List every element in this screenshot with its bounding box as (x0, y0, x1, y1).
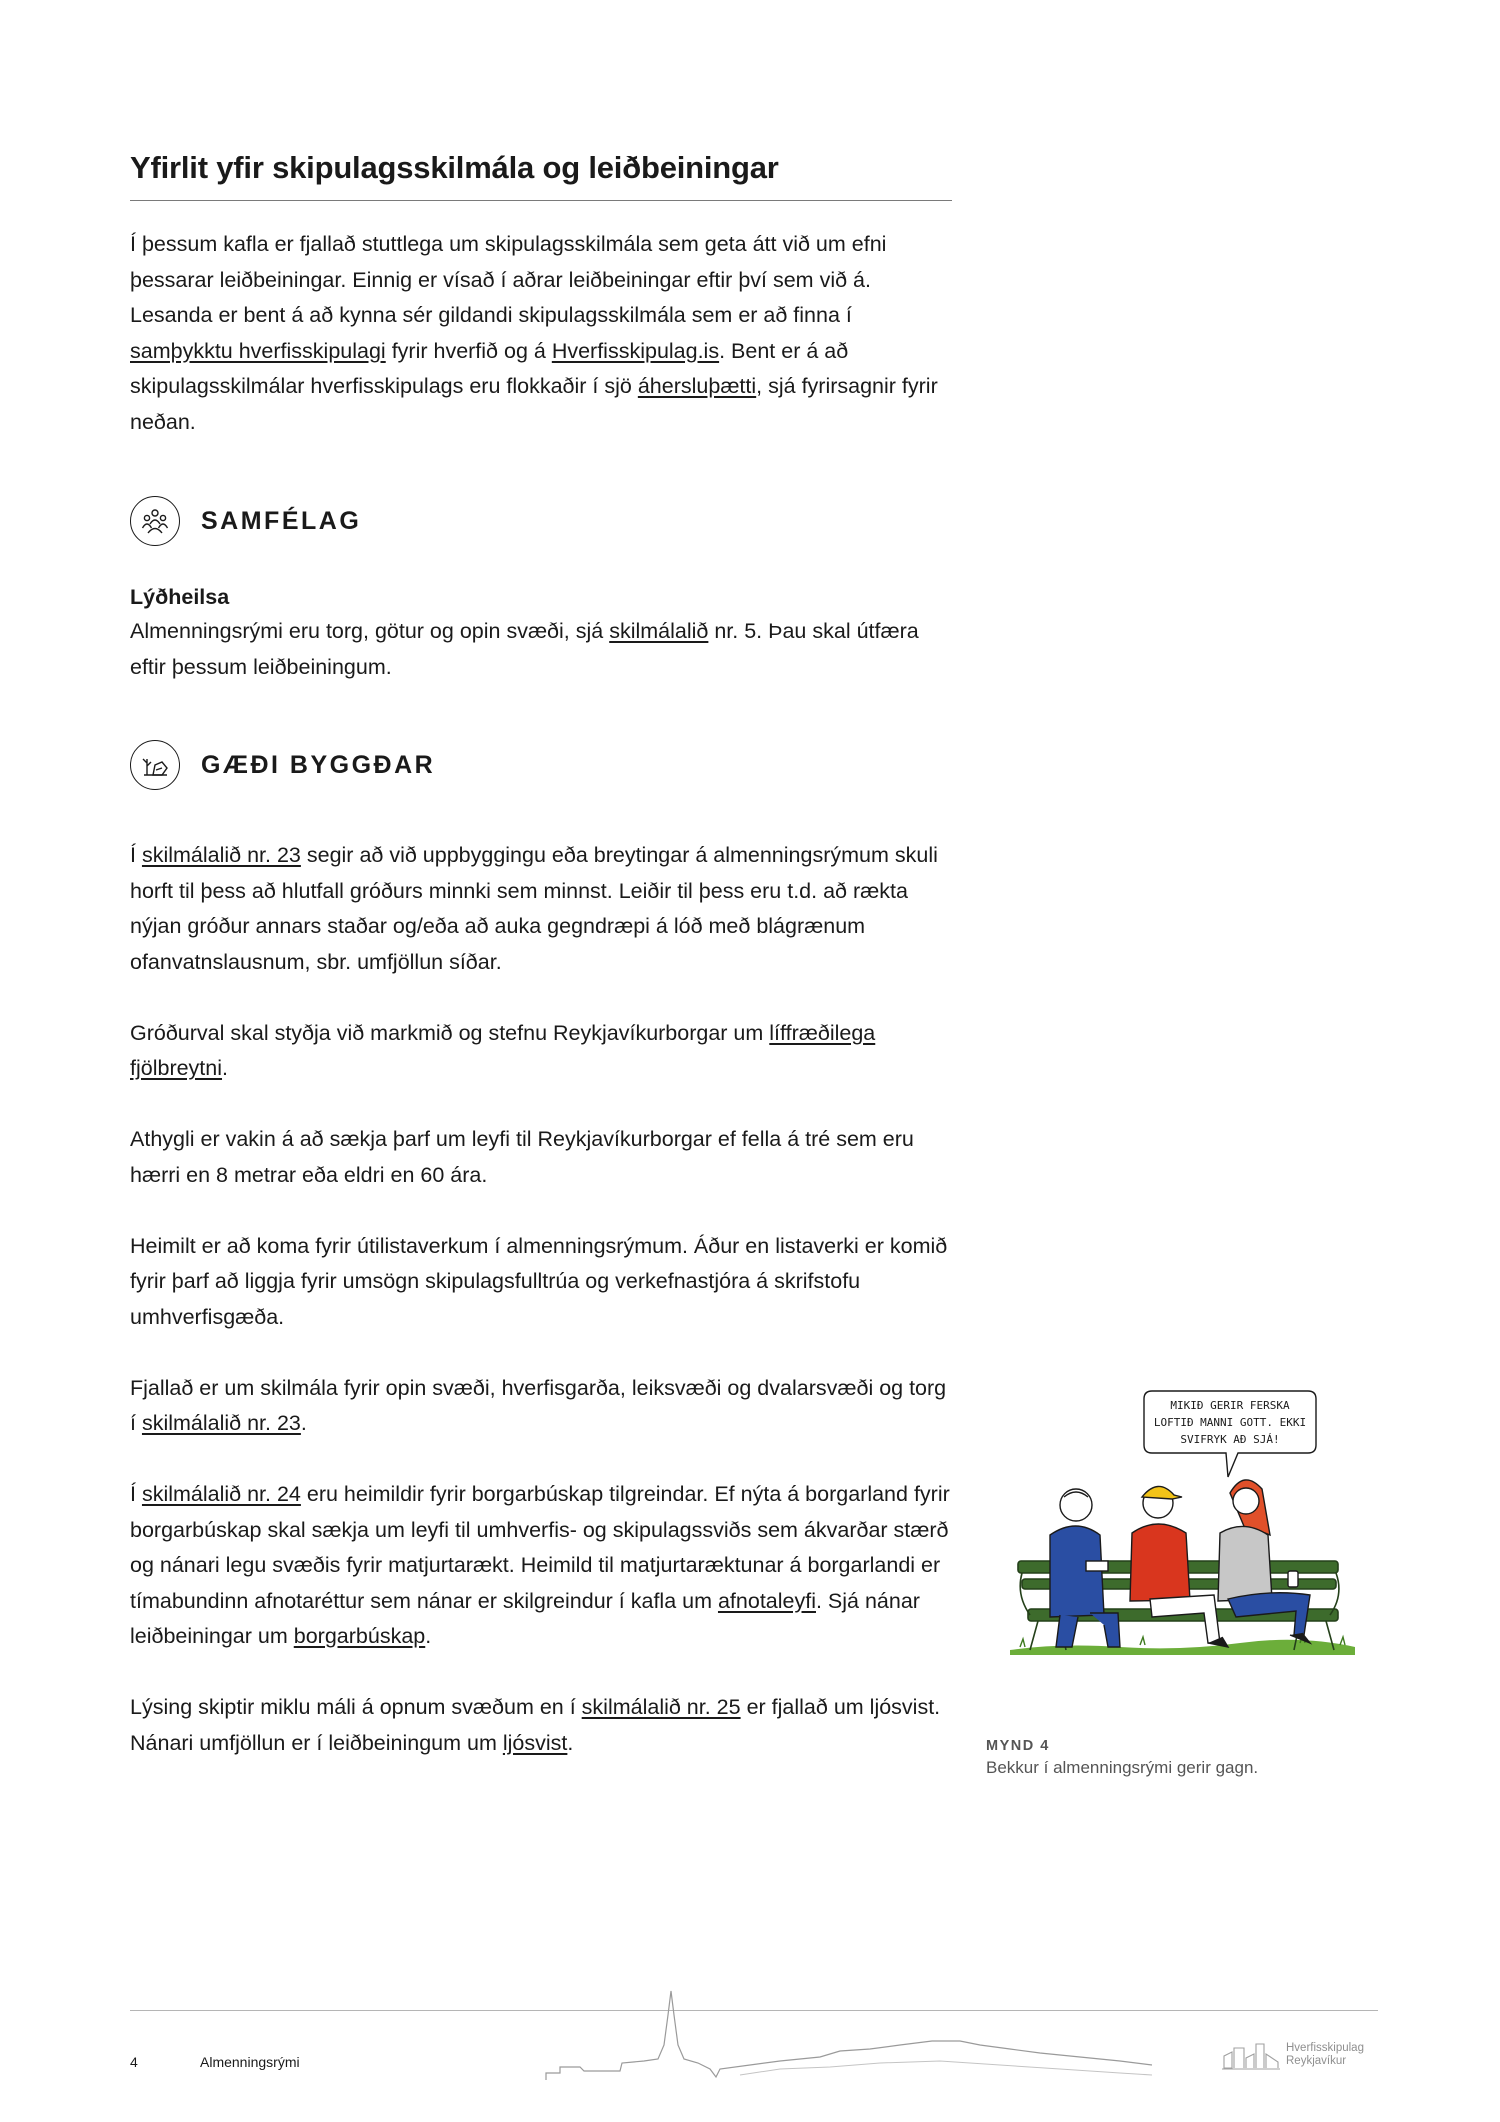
paragraph-trees: Athygli er vakin á að sækja þarf um leyfi til Reykjavíkurborgar ef fella á tré sem eru hærri en 8 metrar eða eldri en 60 ára. (130, 1127, 914, 1187)
link-borgarbuskap[interactable]: borgarbúskap (293, 1624, 426, 1648)
paragraph-vegetation: Í skilmálalið nr. 23 segir að við uppbyggingu eða breytingar á almenningsrýmum skuli horft til þess að hlutfall gróðurs minnki sem minnst. Leiðir til þess eru t.d. að rækta nýjan gróður annars staðar og/eða að auka gegndræpi á lóð með blágrænum ofanvatnslausnum, sbr. umfjöllun síðar. (130, 843, 938, 974)
logo-line-1: Hverfisskipulag (1286, 2042, 1364, 2054)
city-skyline-icon (540, 1985, 1160, 2085)
section-gaedi-byggdar-header (130, 740, 952, 790)
people-group-icon (130, 496, 180, 546)
section-title-gaedi-byggdar: GÆÐI BYGGÐAR (201, 750, 436, 779)
link-approved-district-plan[interactable]: samþykktu hverfisskipulagi (130, 338, 386, 363)
figure-caption (986, 1738, 1258, 1778)
figure-caption-text: Bekkur í almenningsrými gerir gagn. (986, 1758, 1259, 1777)
paragraph-lighting: Lýsing skiptir miklu máli á opnum svæðum en í skilmálalið nr. 25 er fjallað um ljósvist. Nánari umfjöllun er í leiðbeiningum um ljósvist. (130, 1695, 941, 1755)
section-samfelag-header (130, 496, 952, 546)
logo-line-2: Reykjavíkur (1286, 2055, 1347, 2067)
bench-illustration (1000, 1385, 1370, 1695)
page-number: 4 (130, 2054, 138, 2070)
link-skilmalalid-23[interactable]: skilmálalið nr. 23 (141, 843, 301, 867)
speech-bubble (1144, 1391, 1316, 1477)
subheading-lydheilsa: Lýðheilsa (130, 585, 230, 609)
intro-paragraph: Í þessum kafla er fjallað stuttlega um skipulagsskilmála sem geta átt við um efni þessarar leiðbeiningar. Einnig er vísað í aðrar leiðbeiningar eftir því sem við á. Lesanda er bent á að kynna sér gildandi skipulagsskilmála sem er að finna í samþykktu hverfisskipulagi fyrir hverfið og á Hverfisskipulag.is. Bent er á að skipulagsskilmálar hverfisskipulags eru flokkaðir í sjö áhersluþætti, sjá fyrirsagnir fyrir neðan. (130, 232, 938, 434)
district-plan-logo-icon (1222, 2036, 1282, 2074)
link-skilmalalid-24[interactable]: skilmálalið nr. 24 (141, 1482, 301, 1506)
lydheilsa-paragraph: Almenningsrými eru torg, götur og opin svæði, sjá skilmálalið nr. 5. Þau skal útfæra eftir þessum leiðbeiningum. (130, 619, 919, 679)
speech-line-3: SVIFRYK AÐ SJÁ! (1180, 1433, 1280, 1446)
section-title-samfelag: SAMFÉLAG (201, 506, 362, 535)
paragraph-art: Heimilt er að koma fyrir útilistaverkum í almenningsrýmum. Áður en listaverki er komið fyrir þarf að liggja fyrir umsögn skipulagsfulltrúa og verkefnastjóra á skrifstofu umhverfisgæða. (130, 1233, 948, 1329)
link-skilmalalid-5[interactable]: skilmálalið (609, 619, 709, 643)
footer-title: Almenningsrými (200, 2054, 300, 2070)
nature-building-icon (130, 740, 180, 790)
footer-logo (1222, 2036, 1364, 2074)
link-biodiversity[interactable]: líffræðilega fjölbreytni (130, 1020, 876, 1080)
speech-line-2: LOFTIÐ MANNI GOTT. EKKI (1153, 1416, 1307, 1429)
main-content (130, 150, 952, 1761)
link-hverfisskipulag-is[interactable]: Hverfisskipulag.is (551, 338, 720, 363)
paragraph-open-spaces: Fjallað er um skilmála fyrir opin svæði, hverfisgarða, leiksvæði og dvalarsvæði og torg í skilmálalið nr. 23. (130, 1375, 947, 1435)
paragraph-biodiversity: Gróðurval skal styðja við markmið og stefnu Reykjavíkurborgar um líffræðilega fjölbreytni. (130, 1020, 876, 1080)
logo-text (1286, 2042, 1364, 2068)
paragraph-urban-farming: Í skilmálalið nr. 24 eru heimildir fyrir borgarbúskap tilgreindar. Ef nýta á borgarland fyrir borgarbúskap skal sækja um leyfi til umhverfis- og skipulagssviðs sem ákvarðar stærð og nánari legu svæðis fyrir matjurtarækt. Heimild til matjurtaræktunar á borgarlandi er tímabundinn afnotaréttur sem nánar er skilgreindur í kafla um afnotaleyfi. Sjá nánar leiðbeiningar um borgarbúskap. (130, 1482, 950, 1648)
link-skilmalalid-25[interactable]: skilmálalið nr. 25 (581, 1695, 741, 1719)
figure-label: MYND 4 (986, 1738, 1050, 1754)
link-skilmalalid-23b[interactable]: skilmálalið nr. 23 (141, 1411, 301, 1435)
speech-line-1: MIKIÐ GERIR FERSKA (1170, 1399, 1290, 1412)
page-heading: Yfirlit yfir skipulagsskilmála og leiðbeiningar (130, 150, 952, 201)
link-focus-areas[interactable]: áhersluþætti (637, 374, 757, 398)
link-afnotaleyfi[interactable]: afnotaleyfi (717, 1588, 816, 1613)
link-ljosvist[interactable]: ljósvist (502, 1730, 568, 1755)
